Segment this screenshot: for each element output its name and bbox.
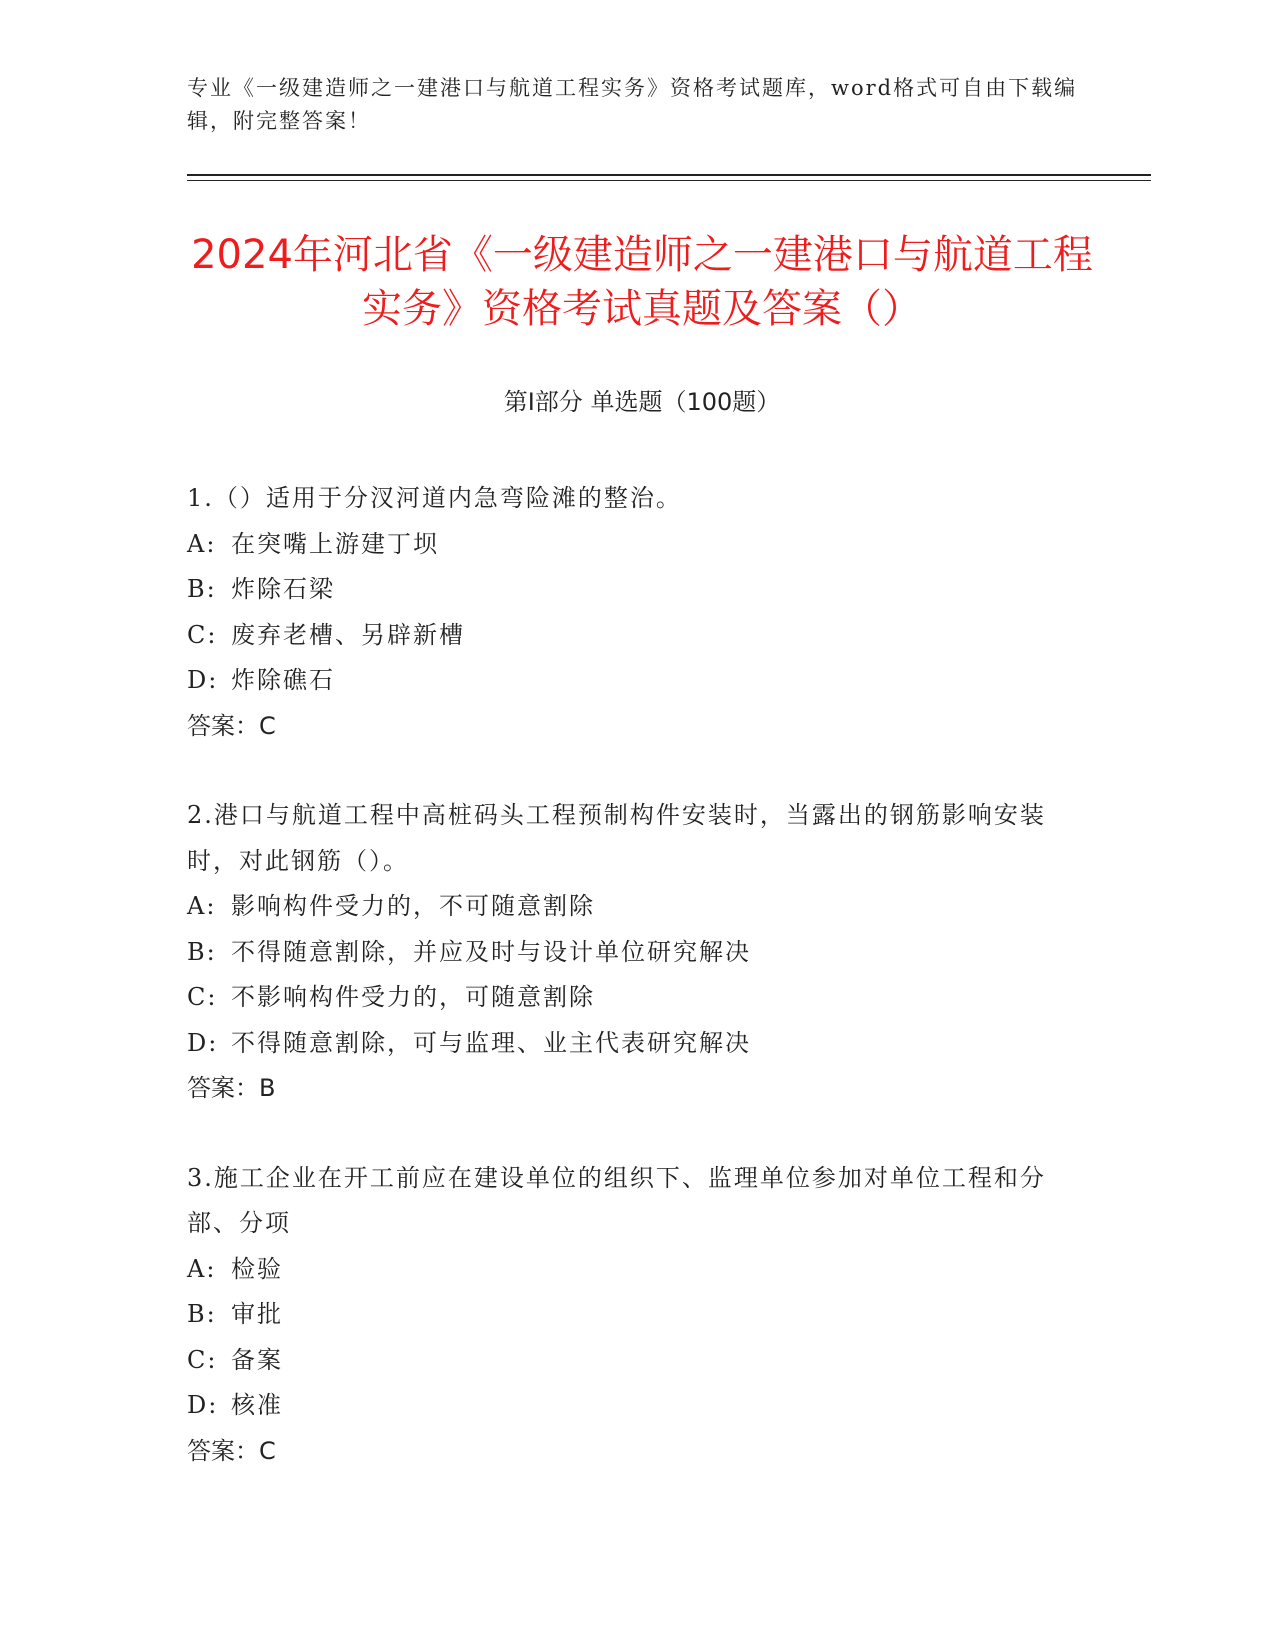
option-text: 核准 bbox=[231, 1391, 283, 1419]
question-stem: 1.（）适用于分汊河道内急弯险滩的整治。 bbox=[187, 484, 682, 512]
question-stem: 2.港口与航道工程中高桩码头工程预制构件安装时，当露出的钢筋影响安装时，对此钢筋（）。 bbox=[187, 801, 1046, 875]
option-key: C: bbox=[187, 1345, 218, 1374]
question-stem: 3.施工企业在开工前应在建设单位的组织下、监理单位参加对单位工程和分部、分项 bbox=[187, 1163, 1046, 1237]
answer-line: 答案：C bbox=[187, 711, 276, 740]
question-1 bbox=[187, 476, 1087, 749]
option-text: 备案 bbox=[231, 1345, 283, 1374]
question-2 bbox=[187, 793, 1087, 1112]
option-text: 检验 bbox=[231, 1254, 283, 1283]
option-text: 影响构件受力的，不可随意割除 bbox=[231, 892, 595, 920]
option-b bbox=[187, 567, 1087, 613]
option-a bbox=[187, 884, 1087, 930]
header-divider-thick bbox=[187, 174, 1151, 176]
answer-line: 答案：C bbox=[187, 1436, 276, 1465]
option-d bbox=[187, 658, 1087, 704]
option-d bbox=[187, 1383, 1087, 1429]
option-key: B: bbox=[187, 575, 217, 603]
option-key: B: bbox=[187, 1300, 217, 1328]
option-c bbox=[187, 975, 1087, 1021]
option-key: A: bbox=[187, 529, 217, 558]
option-text: 炸除石梁 bbox=[231, 575, 335, 603]
header-note: 专业《一级建造师之一建港口与航道工程实务》资格考试题库，word格式可自由下载编辑，附完整答案！ bbox=[187, 76, 1078, 133]
option-key: D: bbox=[187, 666, 219, 694]
option-a bbox=[187, 1247, 1087, 1293]
answer-line: 答案：B bbox=[187, 1074, 276, 1102]
option-text: 废弃老槽、另辟新槽 bbox=[231, 620, 465, 649]
option-key: D: bbox=[187, 1028, 219, 1057]
header-divider-thin bbox=[187, 180, 1151, 181]
document-title: 2024年河北省《一级建造师之一建港口与航道工程实务》资格考试真题及答案（） bbox=[191, 232, 1093, 332]
option-a bbox=[187, 522, 1087, 568]
option-text: 不得随意割除，并应及时与设计单位研究解决 bbox=[231, 937, 751, 966]
option-c bbox=[187, 613, 1087, 659]
question-list bbox=[187, 476, 1087, 1518]
option-key: B: bbox=[187, 937, 217, 966]
option-d bbox=[187, 1021, 1087, 1067]
option-text: 审批 bbox=[231, 1300, 283, 1328]
section-heading: 第Ⅰ部分 单选题（100题） bbox=[503, 388, 781, 416]
option-key: C: bbox=[187, 983, 218, 1011]
option-key: D: bbox=[187, 1391, 219, 1419]
option-text: 在突嘴上游建丁坝 bbox=[231, 529, 439, 558]
option-b bbox=[187, 930, 1087, 976]
option-key: A: bbox=[187, 1254, 217, 1283]
option-b bbox=[187, 1292, 1087, 1338]
option-text: 炸除礁石 bbox=[231, 666, 335, 694]
question-3 bbox=[187, 1156, 1087, 1475]
option-text: 不得随意割除，可与监理、业主代表研究解决 bbox=[231, 1028, 751, 1057]
option-text: 不影响构件受力的，可随意割除 bbox=[231, 983, 595, 1011]
option-key: C: bbox=[187, 620, 218, 649]
option-c bbox=[187, 1338, 1087, 1384]
option-key: A: bbox=[187, 892, 217, 920]
